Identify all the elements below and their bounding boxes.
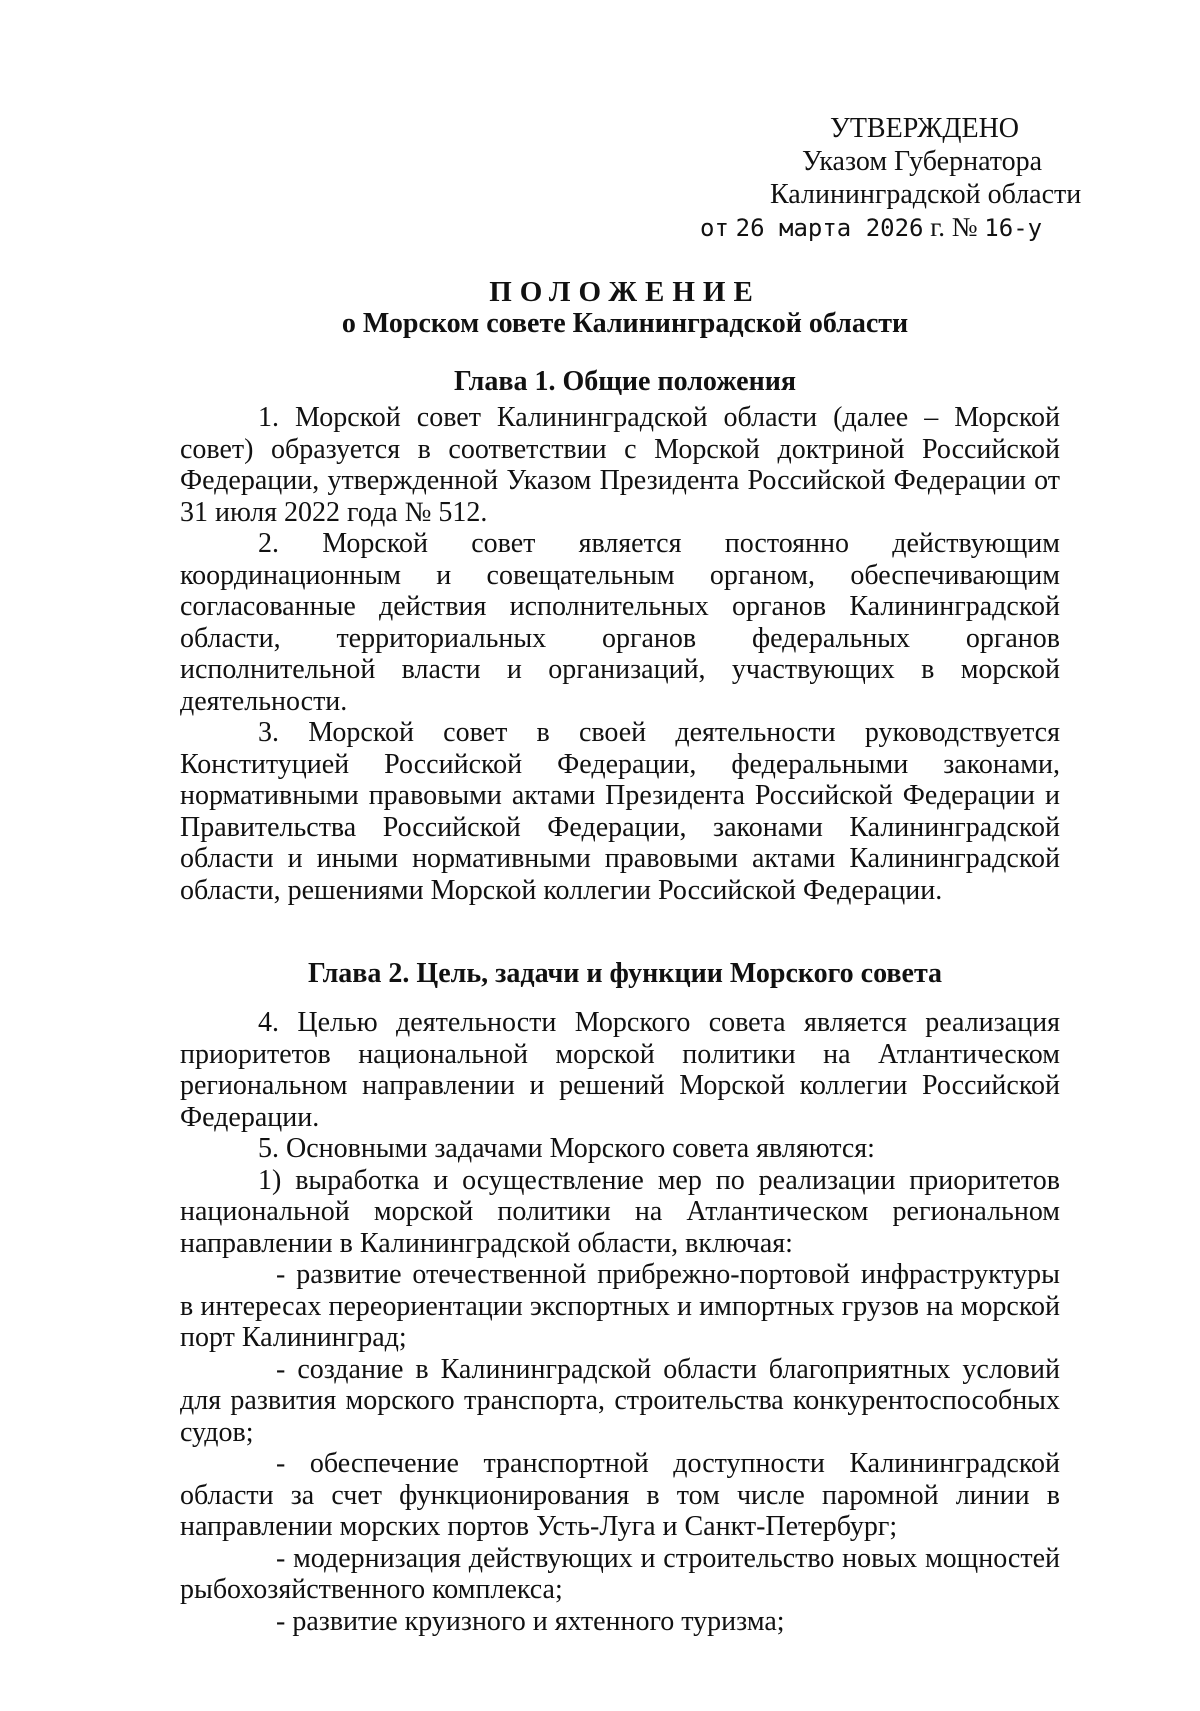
chapter-1-body	[180, 402, 1060, 906]
approval-heading: УТВЕРЖДЕНО	[830, 113, 1020, 144]
chapter-2-body	[180, 1007, 1060, 1637]
approval-authority: Указом Губернатора	[802, 146, 1043, 177]
paragraph-4: 4. Целью деятельности Морского совета является реализация приоритетов национальной морской политики на Атлантическом региональном направлении и решений Морской коллегии Российской Федерации.	[180, 1007, 1060, 1133]
approval-date-line	[700, 211, 1140, 245]
paragraph-2: 2. Морской совет является постоянно действующим координационным и совещательным органом, обеспечивающим согласованные действия исполнительных органов Калининградской области, территориальных органов федеральных органов исполнительной власти и организаций, участвующих в морской деятельности.	[180, 528, 1060, 717]
list-item-transport-accessibility: - обеспечение транспортной доступности Калининградской области за счет функционирования в том числе паромной линии в направлении морских портов Усть-Луга и Санкт-Петербург;	[180, 1448, 1060, 1542]
approval-number-sign: №	[951, 212, 978, 242]
list-item-cruise-tourism: - развитие круизного и яхтенного туризма;	[276, 1605, 785, 1637]
document-title: ПОЛОЖЕНИЕ	[489, 276, 761, 308]
approval-year-suffix: г.	[930, 212, 946, 242]
approval-date: 26 марта 2026	[735, 214, 924, 242]
approval-date-prefix: от	[700, 214, 729, 242]
list-item-fishery-modernization: - модернизация действующих и строительство новых мощностей рыбохозяйственного комплекса;	[180, 1542, 1060, 1605]
chapter-2-heading: Глава 2. Цель, задачи и функции Морского совета	[307, 958, 943, 989]
chapter-1-heading: Глава 1. Общие положения	[453, 366, 796, 397]
list-item-port-infrastructure: - развитие отечественной прибрежно-портовой инфраструктуры в интересах переориентации экспортных и импортных грузов на морской порт Калининград;	[180, 1259, 1060, 1353]
paragraph-1: 1. Морской совет Калининградской области (далее – Морской совет) образуется в соответствии с Морской доктриной Российской Федерации, утвержденной Указом Президента Российской Федерации от 31 июля 2022 года № 512.	[180, 402, 1060, 528]
paragraph-3: 3. Морской совет в своей деятельности руководствуется Конституцией Российской Федерации, федеральными законами, нормативными правовыми актами Президента Российской Федерации и Правительства Российской Федерации, законами Калининградской области и иными нормативными правовыми актами Калининградской области, решениями Морской коллегии Российской Федерации.	[180, 717, 1060, 906]
approval-number: 16-у	[984, 214, 1043, 242]
paragraph-5: 5. Основными задачами Морского совета являются:	[258, 1133, 875, 1164]
approval-region: Калининградской области	[770, 179, 1082, 210]
document-subtitle: о Морском совете Калининградской области	[341, 308, 909, 339]
subitem-1: 1) выработка и осуществление мер по реализации приоритетов национальной морской политики на Атлантическом региональном направлении в Калининградской области, включая:	[180, 1164, 1060, 1259]
approval-stamp	[700, 112, 1140, 245]
list-item-maritime-transport: - создание в Калининградской области благоприятных условий для развития морского транспорта, строительства конкурентоспособных судов;	[180, 1353, 1060, 1448]
